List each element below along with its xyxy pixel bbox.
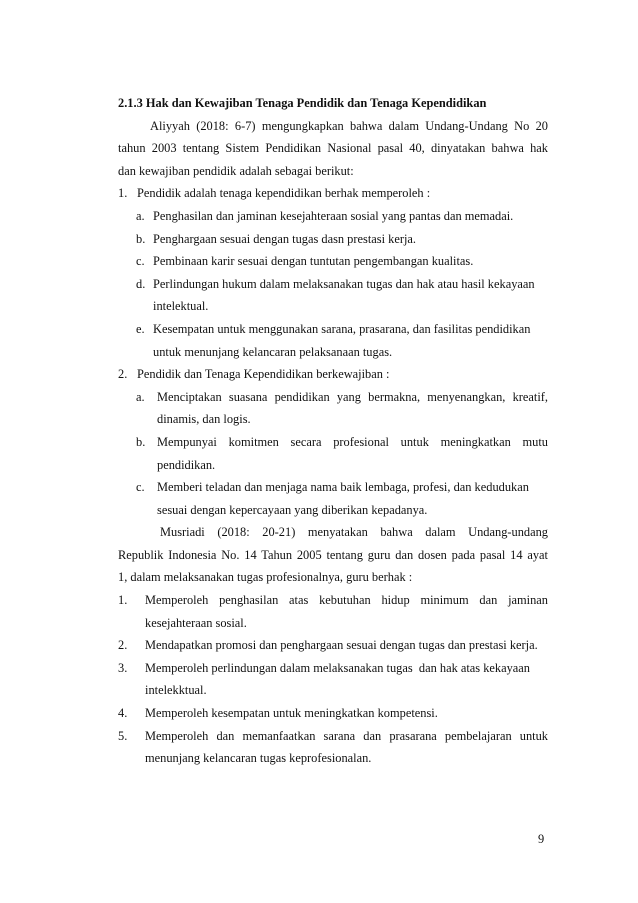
list-item-text: Memperoleh penghasilan atas kebutuhan hidup minimum dan jaminan bbox=[145, 593, 548, 608]
sub-list-item bbox=[118, 386, 548, 409]
sub-list-item bbox=[118, 250, 548, 273]
list-item-text: Perlindungan hukum dalam melaksanakan tugas dan hak atau hasil kekayaan bbox=[153, 276, 535, 291]
list-item-continuation: intelektual. bbox=[153, 299, 209, 314]
list-marker: 2. bbox=[118, 367, 128, 382]
list-item-continuation: untuk menunjang kelancaran pelaksanaan tugas. bbox=[153, 344, 393, 359]
list-item-text: Pendidik dan Tenaga Kependidikan berkewajiban : bbox=[137, 367, 390, 382]
sub-list-item bbox=[118, 318, 548, 341]
sub-list-item bbox=[118, 431, 548, 454]
list-item bbox=[118, 182, 548, 205]
list-item-text: Kesempatan untuk menggunakan sarana, prasarana, dan fasilitas pendidikan bbox=[153, 321, 531, 336]
list-item-continuation: menunjang kelancaran tugas keprofesionalan. bbox=[145, 751, 372, 766]
list-item-text: Penghargaan sesuai dengan tugas dasn prestasi kerja. bbox=[153, 231, 416, 246]
list-item-text: Memperoleh dan memanfaatkan sarana dan prasarana pembelajaran untuk bbox=[145, 728, 548, 743]
list-item bbox=[118, 589, 548, 612]
list-item-text: Pendidik adalah tenaga kependidikan berhak memperoleh : bbox=[137, 186, 431, 201]
sub-list-item bbox=[118, 476, 548, 499]
list-item-continuation: dinamis, dan logis. bbox=[157, 412, 251, 427]
list-item-text: Menciptakan suasana pendidikan yang bermakna, menyenangkan, kreatif, bbox=[157, 389, 548, 404]
paragraph-line: Republik Indonesia No. 14 Tahun 2005 tentang guru dan dosen pada pasal 14 ayat bbox=[118, 547, 548, 562]
list-item-text: Pembinaan karir sesuai dengan tuntutan pengembangan kualitas. bbox=[153, 254, 474, 269]
list-marker: b. bbox=[136, 231, 146, 246]
list-item-text: Mempunyai komitmen secara profesional untuk meningkatkan mutu bbox=[157, 434, 548, 449]
list-item-text: Mendapatkan promosi dan penghargaan sesuai dengan tugas dan prestasi kerja. bbox=[145, 638, 538, 653]
page-body bbox=[118, 92, 548, 770]
list-marker: a. bbox=[136, 389, 145, 404]
list-marker: 2. bbox=[118, 638, 128, 653]
list-marker: e. bbox=[136, 321, 145, 336]
list-item bbox=[118, 634, 548, 657]
list-item-text: Memperoleh perlindungan dalam melaksanakan tugas dan hak atas kekayaan bbox=[145, 660, 530, 675]
sub-list-item bbox=[118, 273, 548, 296]
list-marker: d. bbox=[136, 276, 146, 291]
paragraph-line: 1, dalam melaksanakan tugas profesionalnya, guru berhak : bbox=[118, 570, 413, 585]
list-item bbox=[118, 657, 548, 680]
list-item bbox=[118, 363, 548, 386]
paragraph-line: dan kewajiban pendidik adalah sebagai berikut: bbox=[118, 163, 354, 178]
list-marker: 1. bbox=[118, 593, 128, 608]
sub-list-item bbox=[118, 205, 548, 228]
list-marker: 3. bbox=[118, 660, 128, 675]
page-number: 9 bbox=[538, 832, 545, 846]
sub-list-item bbox=[118, 228, 548, 251]
list-item-text: Memperoleh kesempatan untuk meningkatkan kompetensi. bbox=[145, 706, 438, 721]
list-marker: 5. bbox=[118, 728, 128, 743]
paragraph-line: Aliyyah (2018: 6-7) mengungkapkan bahwa dalam Undang-Undang No 20 bbox=[150, 118, 548, 133]
list-marker: 1. bbox=[118, 186, 128, 201]
list-item-continuation: pendidikan. bbox=[157, 457, 216, 472]
list-item-continuation: sesuai dengan kepercayaan yang diberikan kepadanya. bbox=[157, 502, 428, 517]
paragraph-line: tahun 2003 tentang Sistem Pendidikan Nasional pasal 40, dinyatakan bahwa hak bbox=[118, 141, 548, 156]
section-heading: 2.1.3 Hak dan Kewajiban Tenaga Pendidik dan Tenaga Kependidikan bbox=[118, 96, 487, 110]
list-item-continuation: intelekktual. bbox=[145, 683, 207, 698]
list-item bbox=[118, 702, 548, 725]
list-item-text: Penghasilan dan jaminan kesejahteraan sosial yang pantas dan memadai. bbox=[153, 208, 514, 223]
list-marker: a. bbox=[136, 208, 145, 223]
list-item bbox=[118, 725, 548, 748]
paragraph-line: Musriadi (2018: 20-21) menyatakan bahwa dalam Undang-undang bbox=[160, 525, 548, 540]
list-marker: b. bbox=[136, 434, 146, 449]
list-item-continuation: kesejahteraan sosial. bbox=[145, 615, 247, 630]
list-marker: c. bbox=[136, 254, 145, 269]
list-marker: 4. bbox=[118, 706, 128, 721]
list-marker: c. bbox=[136, 480, 145, 495]
list-item-text: Memberi teladan dan menjaga nama baik lembaga, profesi, dan kedudukan bbox=[157, 480, 529, 495]
